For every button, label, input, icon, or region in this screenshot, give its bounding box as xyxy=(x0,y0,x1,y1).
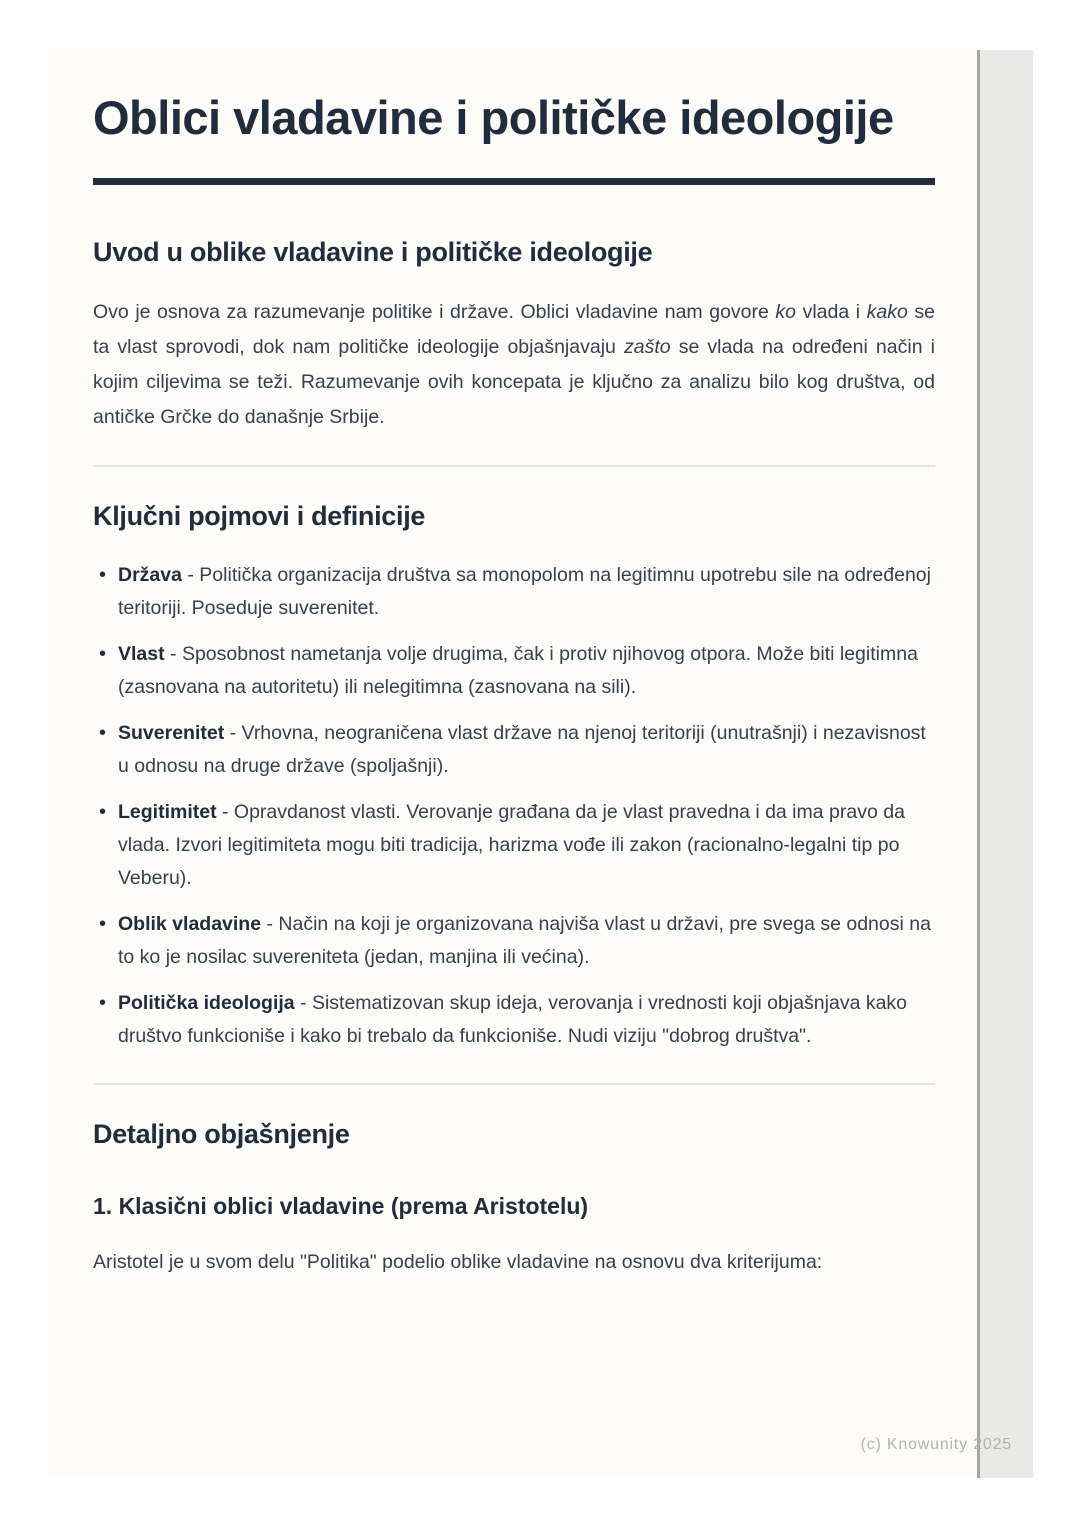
key-term: Politička ideologija xyxy=(118,992,295,1014)
section-heading-key-terms: Ključni pojmovi i definicije xyxy=(93,501,426,531)
document-page xyxy=(48,48,977,1478)
paragraph-text: vlada i xyxy=(796,301,867,323)
key-term: Država xyxy=(118,564,182,586)
key-term: Legitimitet xyxy=(118,801,217,823)
paragraph-text: se ta vlast sprovodi, dok nam političke ideologije objašnjavaju xyxy=(93,301,935,358)
key-term-item: • Oblik vladavine - Način na koji je organizovana najviša vlast u državi, pre svega se odnosi na to ko je nosilac suvereniteta (jedan, manjina ili većina). xyxy=(93,908,935,974)
key-term-item: • Suverenitet - Vrhovna, neograničena vlast države na njenoj teritoriji (unutrašnji) i nezavisnost u odnosu na druge države (spoljašnji). xyxy=(93,717,935,783)
key-term: Suverenitet xyxy=(118,722,225,744)
key-term-item: • Država - Politička organizacija društva sa monopolom na legitimnu upotrebu sile na određenoj teritoriji. Poseduje suverenitet. xyxy=(93,559,935,625)
italic-term: zašto xyxy=(623,336,671,358)
italic-term: ko xyxy=(775,301,797,323)
paragraph-text: Ovo je osnova za razumevanje politike i države. Oblici vladavine nam govore xyxy=(93,301,776,323)
document-content xyxy=(93,48,935,1280)
italic-term: kako xyxy=(866,301,908,323)
section-heading-detailed: Detaljno objašnjenje xyxy=(93,1119,350,1149)
key-term-item: • Politička ideologija - Sistematizovan skup ideja, verovanja i vrednosti koji objašnjava kako društvo funkcioniše i kako bi trebalo da funkcioniše. Nudi viziju "dobrog društva". xyxy=(93,987,935,1053)
section-divider xyxy=(93,1083,935,1085)
key-term: Oblik vladavine xyxy=(118,913,262,935)
page-title: Oblici vladavine i političke ideologije xyxy=(93,91,894,144)
section-divider xyxy=(93,465,935,467)
intro-paragraph xyxy=(93,295,935,435)
key-terms-list xyxy=(93,559,935,1053)
key-term-item: • Vlast - Sposobnost nametanja volje drugima, čak i protiv njihovog otpora. Može biti legitimna (zasnovana na autoritetu) ili nelegitimna (zasnovana na sili). xyxy=(93,638,935,704)
title-rule xyxy=(93,178,935,185)
scrollbar-track[interactable] xyxy=(977,50,1033,1478)
aristotle-paragraph: Aristotel je u svom delu "Politika" podelio oblike vladavine na osnovu dva kriterijuma: xyxy=(93,1251,823,1273)
subsection-heading-aristotle: 1. Klasični oblici vladavine (prema Aristotelu) xyxy=(93,1193,589,1219)
key-term-item: • Legitimitet - Opravdanost vlasti. Verovanje građana da je vlast pravedna i da ima pravo da vlada. Izvori legitimiteta mogu biti tradicija, harizma vođe ili zakon (racionalno-legalni tip po Veberu). xyxy=(93,796,935,895)
section-heading-intro: Uvod u oblike vladavine i političke ideologije xyxy=(93,237,653,267)
key-term: Vlast xyxy=(118,643,165,665)
copyright-watermark: (c) Knowunity 2025 xyxy=(860,1436,1012,1453)
paragraph-text: se vlada na određeni način i kojim ciljevima se teži. Razumevanje ovih koncepata je ključno za analizu bilo kog društva, od antičke Grčke do današnje Srbije. xyxy=(93,336,935,428)
